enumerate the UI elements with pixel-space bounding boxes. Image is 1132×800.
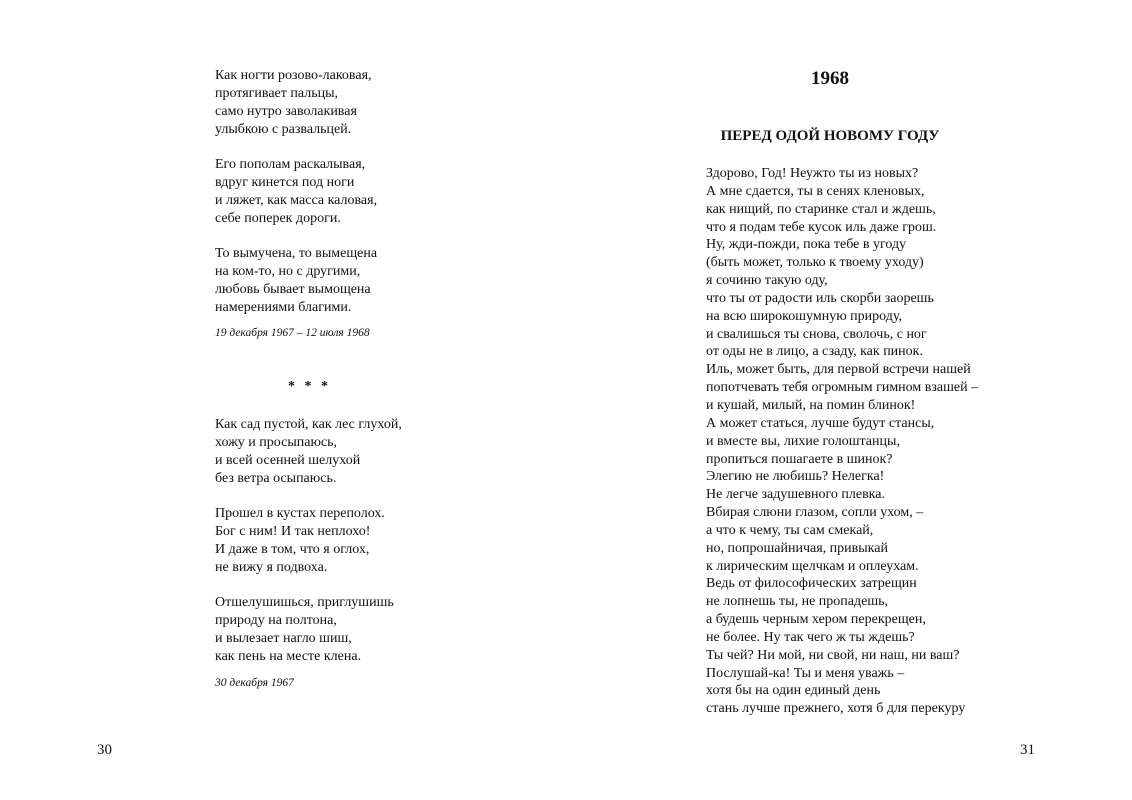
- poem-line: само нутро заволакивая: [215, 104, 357, 119]
- poem-line: Элегию не любишь? Нелегка!: [706, 469, 885, 485]
- poem-line: стань лучше прежнего, хотя б для перекуру: [706, 701, 966, 717]
- poem-line: и свалишься ты снова, сволочь, с ног: [706, 326, 927, 342]
- poem2-stanza-2: [215, 505, 385, 577]
- poem-line: не более. Ну так чего ж ты ждешь?: [706, 629, 915, 645]
- poem-line: не лопнешь ты, не пропадешь,: [706, 594, 888, 610]
- poem-line: как пень на месте клена.: [215, 649, 362, 664]
- poem-line: Вбирая слюни глазом, сопли ухом, –: [706, 505, 924, 521]
- right-page: [566, 0, 1132, 800]
- poem-line: на ком-то, но с другими,: [215, 264, 361, 279]
- poem-line: Ведь от философических затрещин: [706, 576, 917, 592]
- page-number: 31: [1020, 742, 1035, 758]
- poem2-stanza-3: [215, 594, 394, 666]
- poem-line: Прошел в кустах переполох.: [215, 506, 385, 521]
- poem-line: Иль, может быть, для первой встречи нашей: [706, 362, 971, 378]
- poem-line: хотя бы на один единый день: [706, 683, 881, 699]
- poem-line: попотчевать тебя огромным гимном взашей –: [706, 380, 979, 396]
- poem-line: А может статься, лучше будут стансы,: [706, 415, 935, 431]
- poem-line: Послушай-ка! Ты и меня уважь –: [706, 665, 905, 681]
- poem-line: И даже в том, что я оглох,: [215, 542, 370, 557]
- poem-line: себе поперек дороги.: [215, 211, 341, 226]
- poem-line: к лирическим щелчкам и оплеухам.: [706, 558, 919, 574]
- poem-line: А мне сдается, ты в сенях кленовых,: [706, 183, 925, 199]
- poem-line: природу на полтона,: [215, 613, 337, 628]
- poem-line: и вылезает нагло шиш,: [215, 631, 352, 646]
- poem-line: протягивает пальцы,: [215, 86, 338, 101]
- poem-line: То вымучена, то вымещена: [215, 246, 378, 261]
- poem-line: Его пополам раскалывая,: [215, 157, 366, 172]
- poem-line: Бог с ним! И так неплохо!: [215, 524, 371, 539]
- poem-line: я сочиню такую оду,: [706, 273, 828, 289]
- poem-line: но, попрошайничая, привыкай: [706, 540, 888, 556]
- poem-line: без ветра осыпаюсь.: [215, 471, 337, 486]
- poem1-stanza-1: [215, 67, 372, 139]
- poem-line: что я подам тебе кусок иль даже грош.: [706, 219, 937, 235]
- poem-line: вдруг кинется под ноги: [215, 175, 355, 190]
- poem-line: Ну, жди-пожди, пока тебе в угоду: [706, 237, 907, 253]
- poem-title: ПЕРЕД ОДОЙ НОВОМУ ГОДУ: [720, 128, 940, 144]
- poem-line: а будешь черным хером перекрещен,: [706, 612, 926, 628]
- poem-line: пропиться пошагаете в шинок?: [706, 451, 893, 467]
- poem-line: Ты чей? Ни мой, ни свой, ни наш, ни ваш?: [706, 647, 960, 663]
- poem-line: от оды не в лицо, а сзаду, как пинок.: [706, 344, 923, 360]
- poem1-stanza-3: [215, 245, 377, 317]
- poem-line: Здорово, Год! Неужто ты из новых?: [706, 166, 919, 181]
- poem-line: как нищий, по старинке стал и ждешь,: [706, 201, 936, 217]
- poem1-date: 19 декабря 1967 – 12 июля 1968: [215, 327, 370, 339]
- poem-line: и вместе вы, лихие голоштанцы,: [706, 433, 900, 449]
- poem-line: хожу и просыпаюсь,: [215, 435, 338, 450]
- poem-line: любовь бывает вымощена: [215, 282, 371, 297]
- poem-line: на всю широкошумную природу,: [706, 308, 902, 324]
- poem-line: намерениями благими.: [215, 300, 352, 315]
- page-number: 30: [97, 742, 112, 758]
- poem-line: (быть может, только к твоему уходу): [706, 255, 924, 271]
- poem-line: Не легче задушевного плевка.: [706, 487, 885, 503]
- poem-line: Как сад пустой, как лес глухой,: [215, 417, 402, 432]
- poem-line: Отшелушишься, приглушишь: [215, 595, 394, 610]
- poem-line: и ляжет, как масса каловая,: [215, 193, 378, 208]
- poem1-stanza-2: [215, 156, 377, 228]
- poem-line: улыбкою с развальцей.: [215, 122, 352, 137]
- poem-line: и кушай, милый, на помин блинок!: [706, 397, 916, 413]
- poem2-date: 30 декабря 1967: [215, 677, 294, 689]
- poem2-stanza-1: [215, 416, 402, 488]
- poem-line: что ты от радости иль скорби заорешь: [706, 290, 934, 306]
- poem-line: и всей осенней шелухой: [215, 453, 361, 468]
- ode-poem: [706, 165, 978, 718]
- section-year: 1968: [811, 68, 849, 89]
- poem-line: не вижу я подвоха.: [215, 560, 328, 575]
- section-separator: * * *: [288, 379, 331, 394]
- poem-line: а что к чему, ты сам смекай,: [706, 522, 874, 538]
- poem-line: Как ногти розово-лаковая,: [215, 68, 372, 83]
